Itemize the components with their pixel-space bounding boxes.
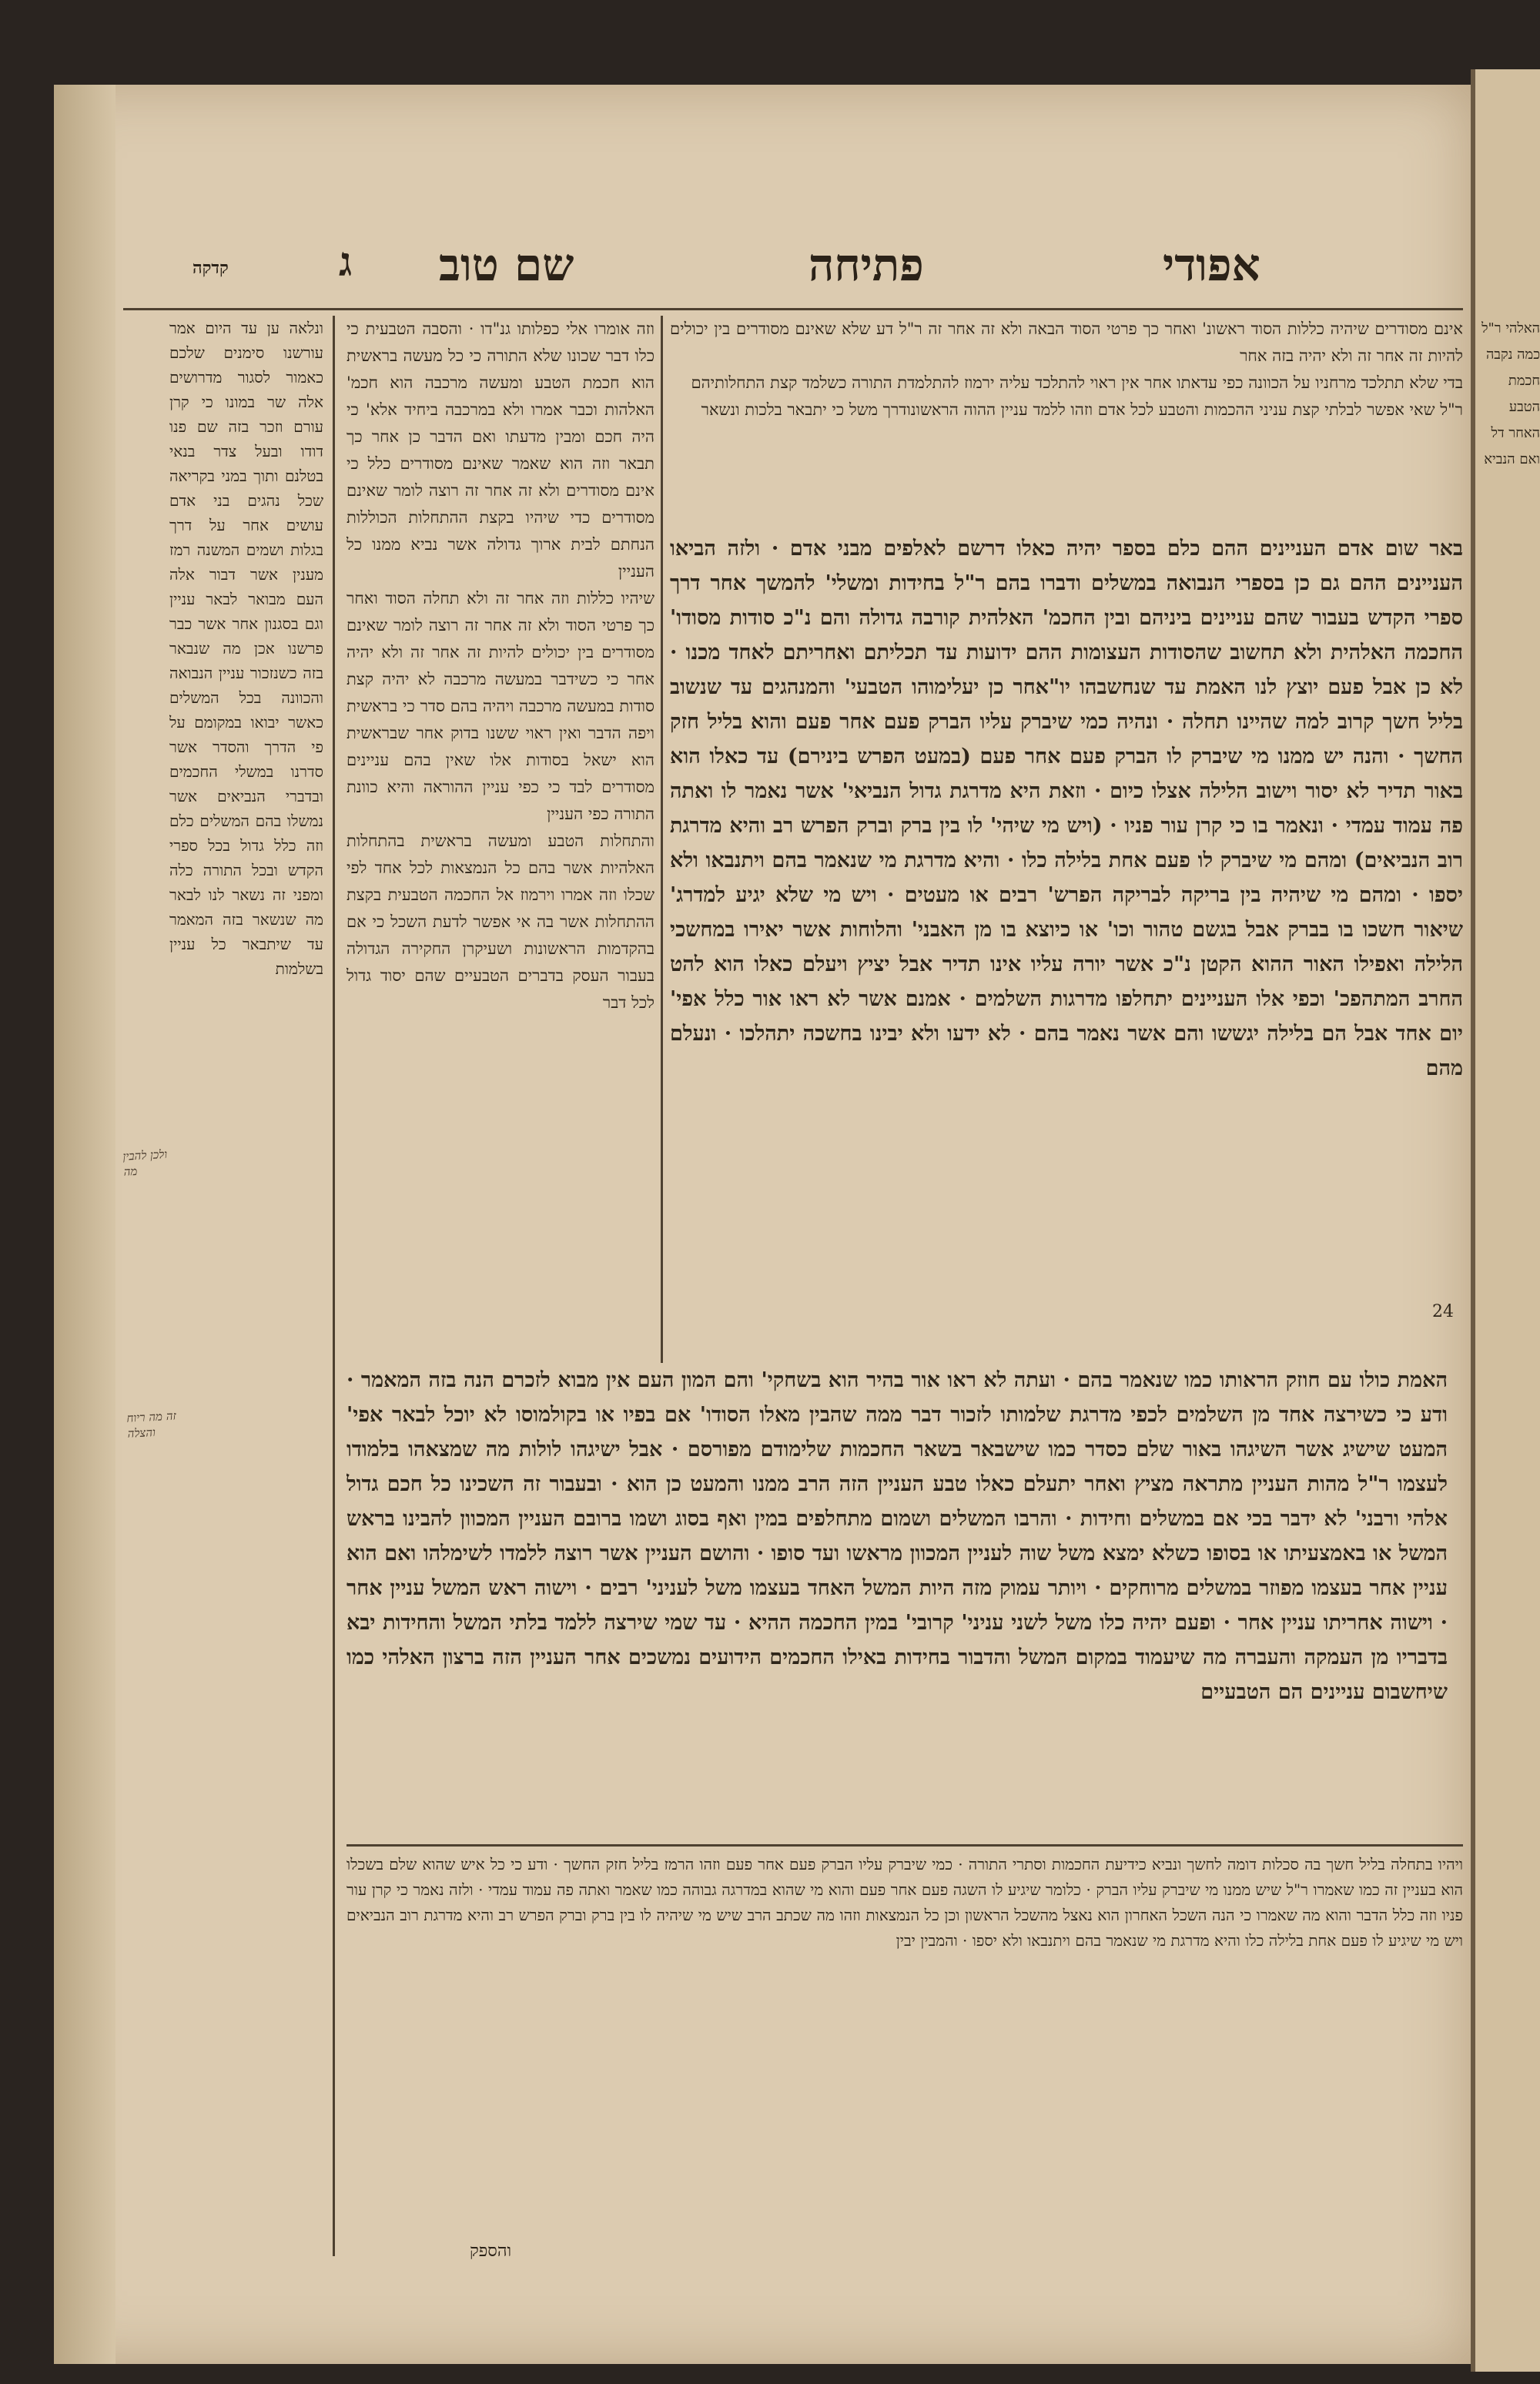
bottom-commentary-text: ויהיו בתחלה בליל חשך בה סכלות דומה לחשך ונביא כידיעת החכמות וסתרי התורה · כמי שיברק עליו הברק פעם אחר פעם וזהו הרמז בליל חזק החשך · ודע כי כל איש שהוא שלם בשכלו הוא בעניין זה כמו שאמרו ר"ל שיש ממנו מי שיברק עליו הברק · כלומר שיגיע לו השגה פעם אחר פעם והוא מי שהוא במדרגה גבוהה כמו שאמר ואתה פה עמוד עמדי · ולזה נאמר כי קרן עור פניו וזה כלל הדבר והוא מה שאמרו כי הנה השכל האחרון הוא נאצל מהשכל הראשון וכן כל הנמצאות וזהו מה שכתב הרב שיש מי שיהיה לו בין ברק וברק הפרש רב והיא מדרגת רוב הנביאים ויש מי שיגיע לו פעם אחת בלילה כלו והיא מדרגת מי שנאמר בהם ויתנבאו ולא יספו · והמבין יבין	[346, 1855, 1463, 1950]
left-column-text: ונלאה ען עד היום אמר עורשנו סימנים שלכם כאמור לסגור מדרושים אלה שר במונו כי קרן עורם וזכר בזה שם פנו דודו ובעל צדר בנאי בטלנם ותוך במני בקריאה שכל נהגים בני אדם עושים אחר על דרך בגלות ושמים המשנה רמז מענין אשר דבור אלה העם מבואר לבאר עניין וגם בסגנון אחר אשר כבר פרשנו אכן מה שנבאר בזה כשנזכור עניין הנבואה והכוונה בכל המשלים כאשר יבואו במקומם על פי הדרך והסדר אשר סדרנו במשלי החכמים ובדברי הנביאים אשר נמשלו בהם המשלים כלם וזה כלל גדול בכל ספרי הקדש ובכל התורה כלה ומפני זה נשאר לנו לבאר מה שנשאר בזה המאמר עד שיתבאר כל עניין בשלמות	[169, 319, 323, 978]
top-commentary-line: ר"ל שאי אפשר לבלתי קצת עניני ההכמות והטבע לכל אדם וזהו ללמד עניין ההוה הראשונודרך משל כי יתבאר בלכות ונשאר	[701, 400, 1463, 419]
column-separator	[333, 316, 335, 2256]
top-commentary-line: בדי שלא תתלכד מרחניו על הכוונה כפי עדאתו אחר אין ראוי להתלכד עליה ירמוז להתלמדת התורה כשלמד קצת התחלותיהם	[691, 373, 1463, 392]
bottom-commentary	[346, 1852, 1463, 2229]
left-narrow-column	[169, 316, 323, 2248]
header-title-left: שם טוב	[439, 239, 574, 291]
page-edge	[54, 85, 116, 2364]
margin-note: זה מה ריוח והצלה	[126, 1408, 177, 1441]
margin-note: ולכן להבין מה	[122, 1147, 168, 1179]
column-separator	[661, 316, 663, 1363]
bottom-rule	[346, 1844, 1463, 1847]
bottom-catchword: והספק	[470, 2242, 512, 2261]
book-page	[54, 85, 1471, 2364]
middle-commentary-paragraph: שיהיו כללות וזה אחר זה ולא תחלה הסוד ואחר כך פרטי הסוד ולא זה אחר זה רוצה לומר שאינם מסודרים בין יכולים להיות זה אחר זה ולא יהיה אחר כי כשידבר במעשה מרכבה לא יהיה קצת סודות במעשה מרכבה ויהיה בהם סדר כי בראשית ויפה הדבר ואין ראוי ששנו בדוק אחר שבראשית הוא ישאל בסודות אלו שאין בהם עניינים מסודרים לבד כי כפי עניין ההוראה והיא כוונת התורה כפי העניין	[346, 589, 654, 823]
top-commentary	[670, 316, 1463, 524]
facing-page-text: האלהי ר"ל כמה נקבה חכמת הטבע האחר דל ואם הנביא	[1481, 320, 1540, 467]
header-title-right: אפודי	[1163, 239, 1260, 291]
side-note-number: 24	[1432, 1302, 1454, 1321]
main-text-block-1	[670, 531, 1463, 1355]
header-rule	[123, 308, 1463, 310]
header-title-center: פתיחה	[808, 239, 924, 291]
facing-page-strip	[1471, 69, 1540, 2372]
middle-commentary	[346, 316, 654, 1355]
main-text-paragraph: באר שום אדם העניינים ההם כלם בספר יהיה כאלו דרשם לאלפים מבני אדם · ולזה הביאו העניינים ההם גם כן בספרי הנבואה במשלים ודברו בהם ר"ל בחידות ומשלי' להמשך אחר דרך ספרי הקדש בעבור שהם עניינים ביניהם ובין החכמ' האלהית קורבה גדולה והם נ"כ סודות מסודו' החכמה האלהית ולא תחשוב שהסודות העצומות ההם ידועות עד תכליתם ואחריתם לאחד מכנו · לא כן אבל פעם יוצץ לנו האמת עד שנחשבהו יו"אחר כן יעלימוהו הטבעי' והמנהגים עד שנשוב בליל חשך קרוב למה שהיינו תחלה · ונהיה כמי שיברק עליו הברק פעם אחר פעם והוא בליל חזק החשך · והנה יש ממנו מי שיברק לו הברק פעם אחר פעם (במעט הפרש בינירם) עד כאלו הוא באור תדיר לא יסור וישוב הלילה אצלו כיום · וזאת היא מדרגת גדול הנביאי' אשר נאמר לו ואתה פה עמוד עמדי · ונאמר בו כי קרן עור פניו · (ויש מי שיהי' לו בין ברק וברק הפרש רב והיא מדרגת רוב הנביאים) ומהם מי שיברק לו פעם אחת בלילה כלו · והיא מדרגת מי שנאמר בהם ויתנבאו ולא יספו · ומהם מי שיהיה בין בריקה לבריקה הפרש' רבים או מעטים · ויש מי שלא יגיע למדרג' שיאור חשכו בו בברק אבל בגשם טהור וכו' או כיוצא בו מן האבני' והלוחות אשר יאירו במחשכי הלילה ואפילו האור ההוא הקטן נ"כ אשר יורה עליו אינו תדיר אבל יציץ ויעלם כאלו הוא להט החרב המתהפכ' וכפי אלו העניינים יתחלפו מדרגות השלמים · אמנם אשר לא ראו אור כלל אפי' יום אחד אבל הם בלילה יגששו והם אשר נאמר בהם · לא ידעו ולא יבינו בחשכה יתהלכו · ונעלם מהם	[670, 537, 1463, 1080]
main-text-block-2	[346, 1363, 1448, 1833]
catchword: קדקה	[192, 258, 229, 278]
middle-commentary-paragraph: וזה אומרו אלי כפלותו גנ"דו · והסבה הטבעית כי כלו דבר שכונו שלא התורה כי כל מעשה בראשית הוא חכמת הטבע ומעשה מרכבה הוא חכמ' האלהות וכבר אמרו ולא במרכבה ביחיד אלא' כי היה חכם ומבין מדעתו ואם הדבר כן אחר כך תבאר וזה הוא שאמר שאינם מסודרים כלל כי אינם מסודרים ולא זה אחר זה רוצה לומר שאינם מסודרים כדי שיהיו בקצת ההתחלות הכוללות הנחתם לבית ארוך גדולה אשר נביא ממנו כל העניין	[346, 320, 654, 581]
main-text-paragraph: האמת כולו עם חוזק הראותו כמו שנאמר בהם · ועתה לא ראו אור בהיר הוא בשחקי' והם המון העם אין מבוא לזכרם הנה בזה המאמר · ודע כי כשירצה אחד מן השלמים לכפי מדרגת שלמותו לזכור דבר ממה שהבין מאלו הסודו' אם בפיו או בקולמוסו לא יוכל לבאר אפי' המעט שישיג אשר השיגהו באור שלם כסדר כמו שישבאר בשאר החכמות שלימודם מפורסם · אבל ישיגהו לולות מה שמצאהו בלמודו לעצמו ר"ל מהות העניין מתראה מציץ ואחר יתעלם כאלו טבע העניין הזה הרב ממנו והמעט כן הוא · ובעבור זה השכינו כל חכם גדול אלהי ורבני' לא ידבר בכי אם במשלים וחידות · והרבו המשלים ושמום מתחלפים במין ואף בסוג ושמו ברובם העניין המכוון להבינו בראש המשל או באמצעיתו או בסופו כשלא ימצא משל שוה לעניין המכוון מראשו ועד סופו · והושם העניין אשר רוצה ללמדו לשימלהו ואם הוא עניין אחר בעצמו מפוזר במשלים מרוחקים · ויותר עמוק מזה היות המשל האחד בעצמו משל לעניני' רבים · וישוה ראש המשל עניין אחר · וישוה אחריתו עניין אחר · ופעם יהיה כלו משל לשני עניני' קרובי' במין החכמה ההיא · עד שמי שירצה ללמד בלתי המשל והחידות יבא בדבריו מן העמקה והעברה מה שיעמוד במקום המשל והדבור בחידות באילו החכמים הידועים נמשכים אחר העניין הזה ברצון האלהי כמו שיחשבום עניינים הם הטבעיים	[346, 1368, 1448, 1704]
folio-number: ג	[339, 239, 353, 286]
top-commentary-line: אינם מסודרים שיהיה כללות הסוד ראשונ' ואחר כך פרטי הסוד הבאה ולא זה אחר זה ר"ל דע שלא שאינם מסודרים בין יכולים להיות זה אחר זה ולא יהיה בזה אחר	[670, 320, 1463, 365]
middle-commentary-paragraph: והתחלות הטבע ומעשה בראשית בהתחלות האלהיות אשר בהם כל הנמצאות לכל אחד לפי שכלו וזה אמרו וירמוז אל החכמה הטבעית בקצת ההתחלות אשר בה אי אפשר לדעת השכל כי אם בהקדמות הראשונות ושעיקרן החקירה הגדולה בעבור העסק בדברים הטבעיים שהם יסוד גדול לכל דבר	[346, 832, 654, 1012]
